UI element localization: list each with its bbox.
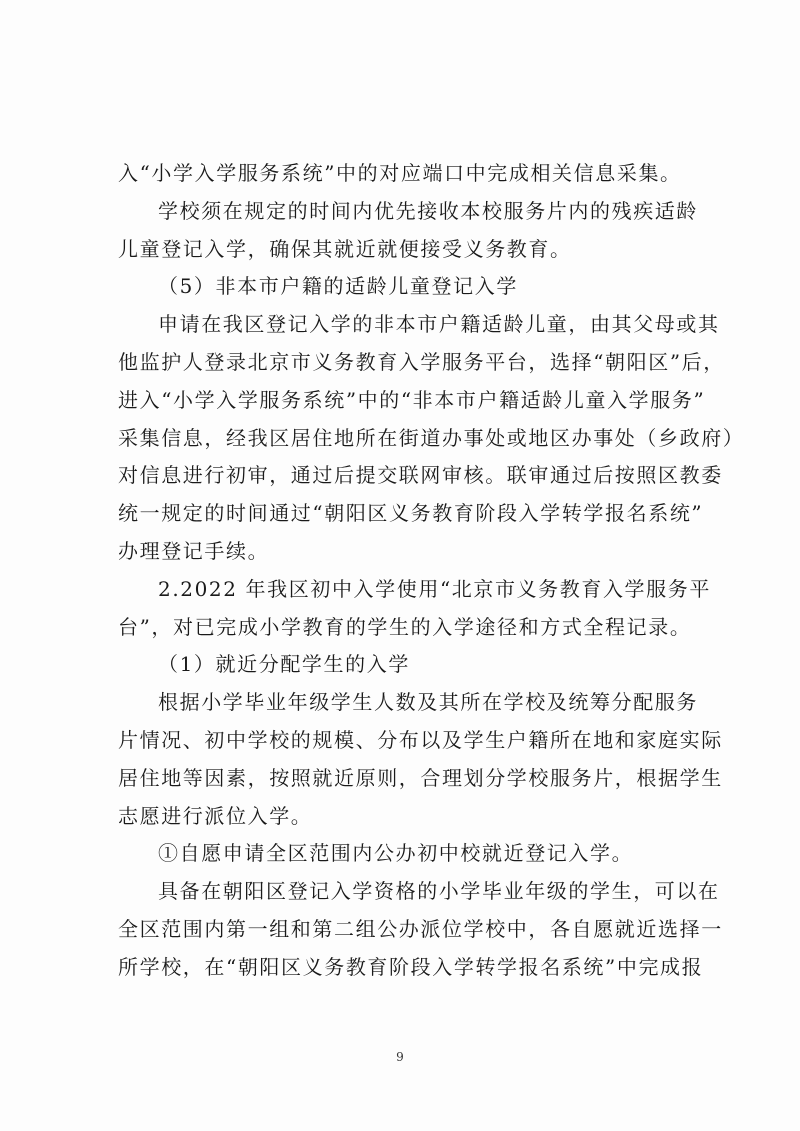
text-line: 他监护人登录北京市义务教育入学服务平台，选择“朝阳区”后， [118, 349, 725, 374]
text-line: 学校须在规定的时间内优先接收本校服务片内的残疾适龄 [158, 198, 698, 223]
body-text [118, 155, 745, 987]
text-line: 申请在我区登记入学的非本市户籍适龄儿童，由其父母或其 [158, 312, 720, 337]
text-line: （5）非本市户籍的适龄儿童登记入学 [158, 274, 518, 299]
text-line: 2.2022 年我区初中入学使用“北京市义务教育入学服务平 [158, 576, 711, 601]
text-line: 所学校，在“朝阳区义务教育阶段入学转学报名系统”中完成报 [118, 954, 704, 979]
text-line: 儿童登记入学，确保其就近就便接受义务教育。 [118, 236, 572, 261]
text-line: 台”，对已完成小学教育的学生的入学途径和方式全程记录。 [118, 614, 692, 639]
text-line: ①自愿申请全区范围内公办初中校就近登记入学。 [158, 841, 634, 866]
text-line: 统一规定的时间通过“朝阳区义务教育阶段入学转学报名系统” [118, 501, 704, 526]
text-line: 居住地等因素，按照就近原则，合理划分学校服务片，根据学生 [118, 765, 723, 790]
text-line: 办理登记手续。 [118, 538, 270, 563]
text-line: 片情况、初中学校的规模、分布以及学生户籍所在地和家庭实际 [118, 727, 723, 752]
text-line: 具备在朝阳区登记入学资格的小学毕业年级的学生，可以在 [158, 879, 720, 904]
text-line: 志愿进行派位入学。 [118, 803, 313, 828]
text-line: 采集信息，经我区居住地所在街道办事处或地区办事处（乡政府） [118, 425, 745, 450]
text-line: 入“小学入学服务系统”中的对应端口中完成相关信息采集。 [118, 161, 682, 185]
text-line: （1）就近分配学生的入学 [158, 652, 410, 677]
text-line: 对信息进行初审，通过后提交联网审核。联审通过后按照区教委 [118, 463, 723, 488]
text-line: 进入“小学入学服务系统”中的“非本市户籍适龄儿童入学服务” [118, 387, 706, 412]
text-line: 全区范围内第一组和第二组公办派位学校中，各自愿就近选择一 [118, 916, 723, 941]
text-line: 根据小学毕业年级学生人数及其所在学校及统筹分配服务 [158, 690, 698, 715]
page-number: 9 [396, 1050, 404, 1064]
